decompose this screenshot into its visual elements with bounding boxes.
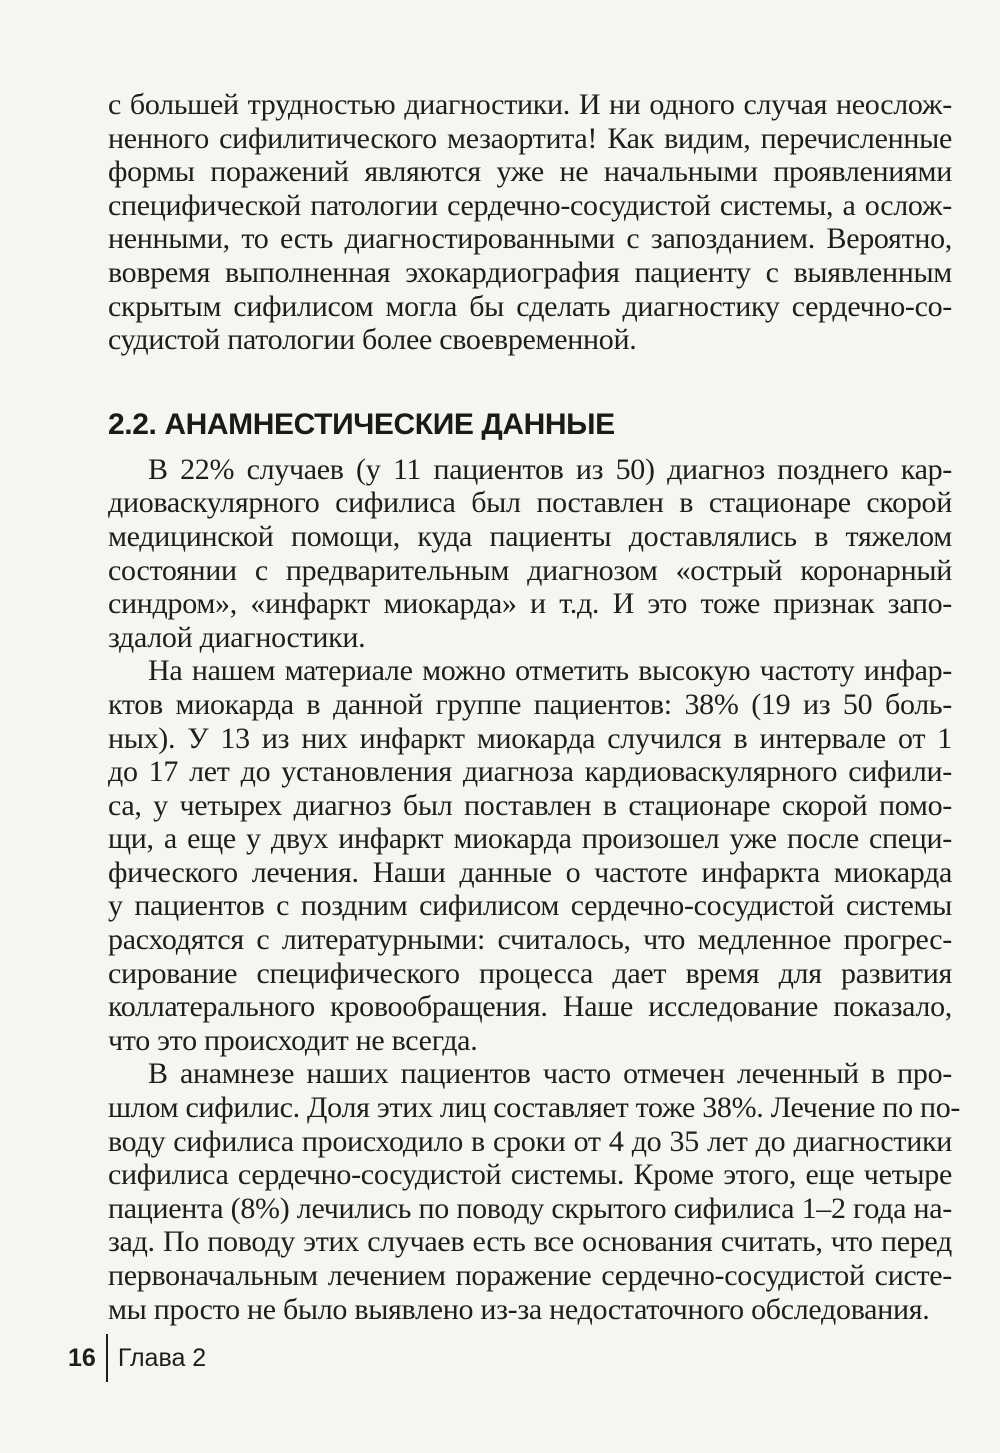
text-line: пациента (8%) лечились по поводу скрытого сифилиса 1–2 года на- (108, 1191, 952, 1225)
page-number: 16 (68, 1343, 96, 1372)
text-line: фического лечения. Наши данные о частоте инфаркта миокарда (108, 855, 952, 889)
text-line: что это происходит не всегда. (108, 1023, 478, 1057)
footer-divider (106, 1334, 108, 1382)
text-line: диоваскулярного сифилиса был поставлен в стационаре скорой (108, 486, 952, 520)
text-line: первоначальным лечением поражение сердечно-сосудистой систе- (108, 1259, 952, 1292)
text-line: с большей трудностью диагностики. И ни одного случая неослож- (108, 88, 952, 121)
paragraph-hospital (108, 453, 952, 655)
text-line: са, у четырех диагноз был поставлен в стационаре скорой помо- (108, 788, 952, 822)
text-line: расходятся с литературными: считалось, что медленное прогрес- (108, 923, 952, 957)
text-line: зад. По поводу этих случаев есть все основания считать, что перед (108, 1225, 952, 1259)
text-line: коллатерального кровообращения. Наше исследование показало, (108, 990, 952, 1024)
text-line: формы поражений являются уже не начальными проявлениями (108, 155, 952, 189)
text-line: у пациентов с поздним сифилисом сердечно-сосудистой системы (108, 889, 952, 923)
text-line: мы просто не было выявлено из-за недостаточного обследования. (108, 1292, 930, 1326)
text-line: специфической патологии сердечно-сосудистой системы, а ослож- (108, 188, 952, 222)
text-line: щи, а еще у двух инфаркт миокарда произошел уже после специ- (108, 822, 952, 856)
chapter-label: Глава 2 (117, 1343, 207, 1372)
text-line: На нашем материале можно отметить высокую частоту инфар- (148, 654, 952, 688)
text-line: вовремя выполненная эхокардиография пациенту с выявленным (108, 255, 952, 289)
spacer (108, 357, 952, 405)
text-line: сифилиса сердечно-сосудистой системы. Кроме этого, еще четыре (108, 1158, 952, 1192)
text-line: В 22% случаев (у 11 пациентов из 50) диагноз позднего кар- (148, 452, 952, 486)
text-line: ненного сифилитического мезаортита! Как видим, перечисленные (108, 121, 952, 155)
text-line: шлом сифилис. Доля этих лиц составляет тоже 38%. Лечение по по- (108, 1091, 961, 1125)
text-line: ктов миокарда в данной группе пациентов: 38% (19 из 50 боль- (108, 687, 952, 721)
text-line: скрытым сифилисом могла бы сделать диагностику сердечно-со- (108, 289, 952, 323)
text-line: синдром», «инфаркт миокарда» и т.д. И это тоже признак запо- (108, 587, 952, 621)
text-line: В анамнезе наших пациентов часто отмечен леченный в про- (148, 1057, 952, 1091)
text-line: ных). У 13 из них инфаркт миокарда случился в интервале от 1 (108, 721, 952, 755)
section-heading: 2.2. АНАМНЕСТИЧЕСКИЕ ДАННЫЕ (108, 407, 615, 441)
text-line: здалой диагностики. (108, 620, 366, 654)
paragraph-intro (108, 88, 952, 357)
text-line: сирование специфического процесса дает время для развития (108, 956, 952, 990)
page-body (108, 88, 961, 1326)
paragraph-anamnesis (108, 1057, 961, 1326)
text-line: ненными, то есть диагностированными с запозданием. Вероятно, (108, 222, 952, 256)
text-line: до 17 лет до установления диагноза кардиоваскулярного сифили- (108, 755, 952, 789)
text-line: воду сифилиса происходило в сроки от 4 до 35 лет до диагностики (108, 1124, 952, 1158)
text-line: судистой патологии более своевременной. (108, 323, 637, 357)
text-line: медицинской помощи, куда пациенты доставлялись в тяжелом (108, 519, 952, 553)
page-footer (68, 1332, 206, 1384)
text-line: состоянии с предварительным диагнозом «острый коронарный (108, 553, 952, 587)
paragraph-infarction (108, 654, 952, 1057)
